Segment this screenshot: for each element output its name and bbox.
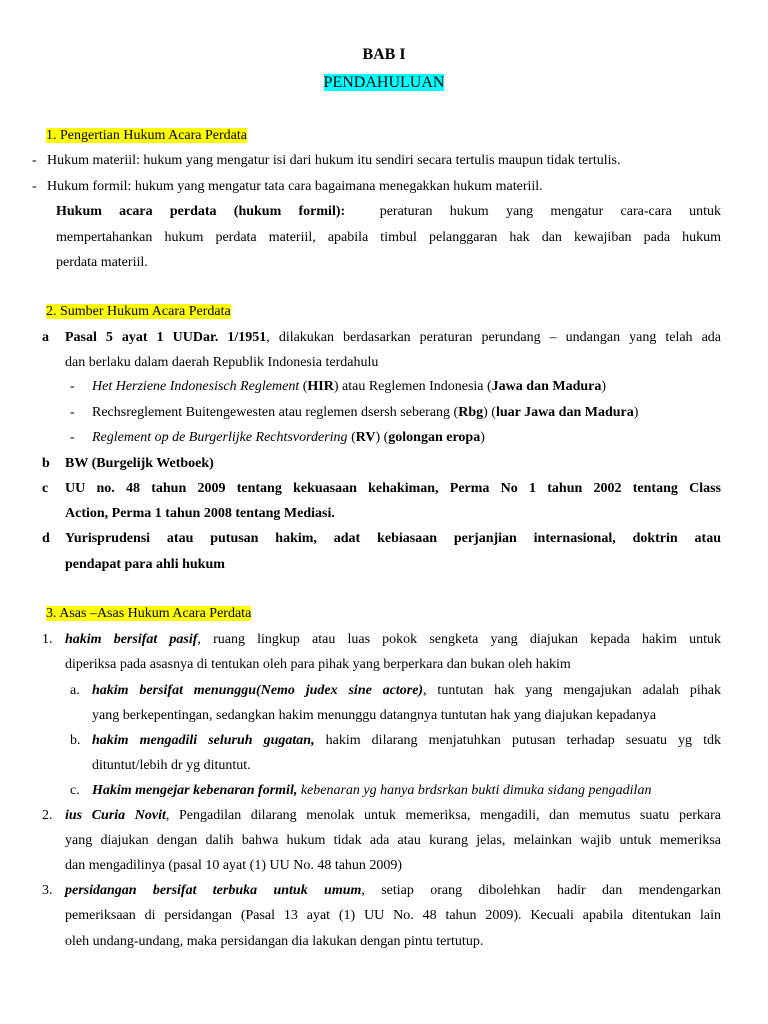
sub-item-bold: Rbg — [458, 405, 484, 420]
list-item: UU no. 48 tahun 2009 tentang kekuasaan kehakiman, Perma No 1 tahun 2002 tentang Class — [65, 481, 721, 496]
list-marker: 2. — [42, 808, 53, 823]
sub-item-italic: Het Herziene Indonesisch Reglement — [92, 379, 300, 394]
list-marker: b. — [70, 733, 81, 748]
sub-list-item — [92, 428, 485, 448]
chapter-label: BAB I — [362, 46, 406, 63]
list-item: Hukum formil: hukum yang mengatur tata cara bagaimana menegakkan hukum materiil. — [47, 179, 543, 194]
sub-item-text: hakim dilarang menjatuhkan putusan terhadap sesuatu yg tdk — [314, 733, 721, 748]
principle-term: hakim bersifat menunggu(Nemo judex sine actore) — [92, 683, 424, 698]
principle-term: ius Curia Novit — [65, 808, 166, 823]
sub-list-item: dituntut/lebih dr yg dituntut. — [92, 758, 251, 773]
list-item: BW (Burgelijk Wetboek) — [65, 456, 214, 471]
principle-term: Hakim mengejar kebenaran formil, — [92, 783, 298, 798]
definition-line: perdata materiil. — [56, 255, 148, 270]
list-item-text: , setiap orang dibolehkan hadir dan mendengarkan — [361, 883, 722, 898]
sub-item-bold: HIR — [307, 379, 334, 394]
sub-item-text: ( — [299, 379, 308, 394]
page-title — [0, 72, 768, 94]
list-marker: 1. — [42, 632, 53, 647]
list-item: Yurisprudensi atau putusan hakim, adat kebiasaan perjanjian internasional, doktrin atau — [65, 531, 721, 546]
sub-item-bold: golongan eropa — [388, 430, 481, 445]
sub-item-text: ) ( — [483, 405, 496, 420]
definition-line: mempertahankan hukum perdata materiil, apabila timbul pelanggaran hak dan kewajiban pada hukum — [56, 230, 721, 245]
list-item: Action, Perma 1 tahun 2008 tentang Mediasi. — [65, 506, 335, 521]
principle-term: hakim mengadili seluruh gugatan, — [92, 733, 315, 748]
principle-term: persidangan bersifat terbuka untuk umum — [65, 883, 362, 898]
sub-item-bold: luar Jawa dan Madura — [495, 405, 634, 420]
sub-item-italic: Reglement op de Burgerlijke Rechtsvordering — [92, 430, 348, 445]
dash-marker: - — [70, 379, 75, 394]
sub-item-bold: RV — [355, 430, 376, 445]
section1-heading — [46, 126, 247, 146]
list-item: pendapat para ahli hukum — [65, 557, 225, 572]
section2-heading-text: 2. Sumber Hukum Acara Perdata — [46, 304, 231, 319]
sub-item-text: ) atau Reglemen Indonesia ( — [333, 379, 492, 394]
sub-list-item — [92, 681, 721, 701]
list-item: dan mengadilinya (pasal 10 ayat (1) UU No. 48 tahun 2009) — [65, 858, 403, 873]
section2-heading — [46, 302, 231, 322]
list-marker: b — [42, 456, 50, 471]
section3-heading-text: 3. Asas –Asas Hukum Acara Perdata — [46, 606, 252, 621]
list-item-text: , ruang lingkup atau luas pokok sengketa yang diajukan kepada hakim untuk — [197, 632, 721, 647]
definition-term: Hukum acara perdata (hukum formil): — [56, 204, 346, 219]
sub-item-text: ) — [601, 379, 607, 394]
sub-list-item — [92, 377, 606, 397]
list-marker: d — [42, 531, 50, 546]
sub-item-text: ( — [347, 430, 356, 445]
list-item-text: , Pengadilan dilarang menolak untuk memeriksa, mengadili, dan memutus suatu perkara — [165, 808, 721, 823]
principle-term: hakim bersifat pasif — [65, 632, 198, 647]
list-item: oleh undang-undang, maka persidangan dia lakukan dengan pintu tertutup. — [65, 934, 484, 949]
sub-item-text: Rechsreglement Buitengewesten atau reglemen dsersh seberang ( — [92, 405, 459, 420]
list-item: diperiksa pada asasnya di tentukan oleh para pihak yang berperkara dan bukan oleh hakim — [65, 657, 571, 672]
law-reference: Pasal 5 ayat 1 UUDar. 1/1951 — [65, 330, 267, 345]
list-item — [65, 328, 721, 348]
list-marker: 3. — [42, 883, 53, 898]
list-item: Hukum materiil: hukum yang mengatur isi dari hukum itu sendiri secara tertulis maupun tidak tertulis. — [47, 153, 621, 168]
sub-item-bold: Jawa dan Madura — [491, 379, 602, 394]
section3-heading — [46, 604, 251, 624]
dash-marker: - — [70, 430, 75, 445]
list-marker: c — [42, 481, 49, 496]
sub-list-item — [92, 403, 638, 423]
sub-item-italic: kebenaran yg hanya brdsrkan bukti dimuka sidang pengadilan — [297, 783, 652, 798]
list-item: dan berlaku dalam daerah Republik Indonesia terdahulu — [65, 355, 379, 370]
list-item: yang diajukan dengan dalih bahwa hukum tidak ada atau kurang jelas, melainkan wajib untuk memeriksa — [65, 833, 721, 848]
dash-marker: - — [70, 405, 75, 420]
list-item — [65, 881, 721, 901]
sub-list-item: yang berkepentingan, sedangkan hakim menunggu datangnya tuntutan hak yang diajukan kepadanya — [92, 708, 657, 723]
sub-item-text: ) — [480, 430, 485, 445]
list-item-text: , dilakukan berdasarkan peraturan perundang – undangan yang telah ada — [266, 330, 722, 345]
list-item — [65, 630, 721, 650]
dash-marker: - — [32, 153, 37, 168]
list-item: pemeriksaan di persidangan (Pasal 13 ayat (1) UU No. 48 tahun 2009). Kecuali apabila ditentukan lain — [65, 908, 721, 923]
definition-text: peraturan hukum yang mengatur cara-cara untuk — [379, 204, 721, 219]
list-item — [65, 806, 721, 826]
list-marker: a — [42, 330, 49, 345]
sub-item-text: , tuntutan hak yang mengajukan adalah pihak — [423, 683, 721, 698]
sub-item-text: ) — [633, 405, 639, 420]
sub-list-item — [92, 731, 721, 751]
list-marker: a. — [70, 683, 80, 698]
section1-heading-text: 1. Pengertian Hukum Acara Perdata — [46, 128, 247, 143]
dash-marker: - — [32, 179, 37, 194]
title-highlight: PENDAHULUAN — [323, 74, 445, 91]
sub-item-text: ) ( — [375, 430, 389, 445]
definition-line — [56, 202, 721, 222]
sub-list-item — [92, 781, 651, 801]
list-marker: c. — [70, 783, 80, 798]
